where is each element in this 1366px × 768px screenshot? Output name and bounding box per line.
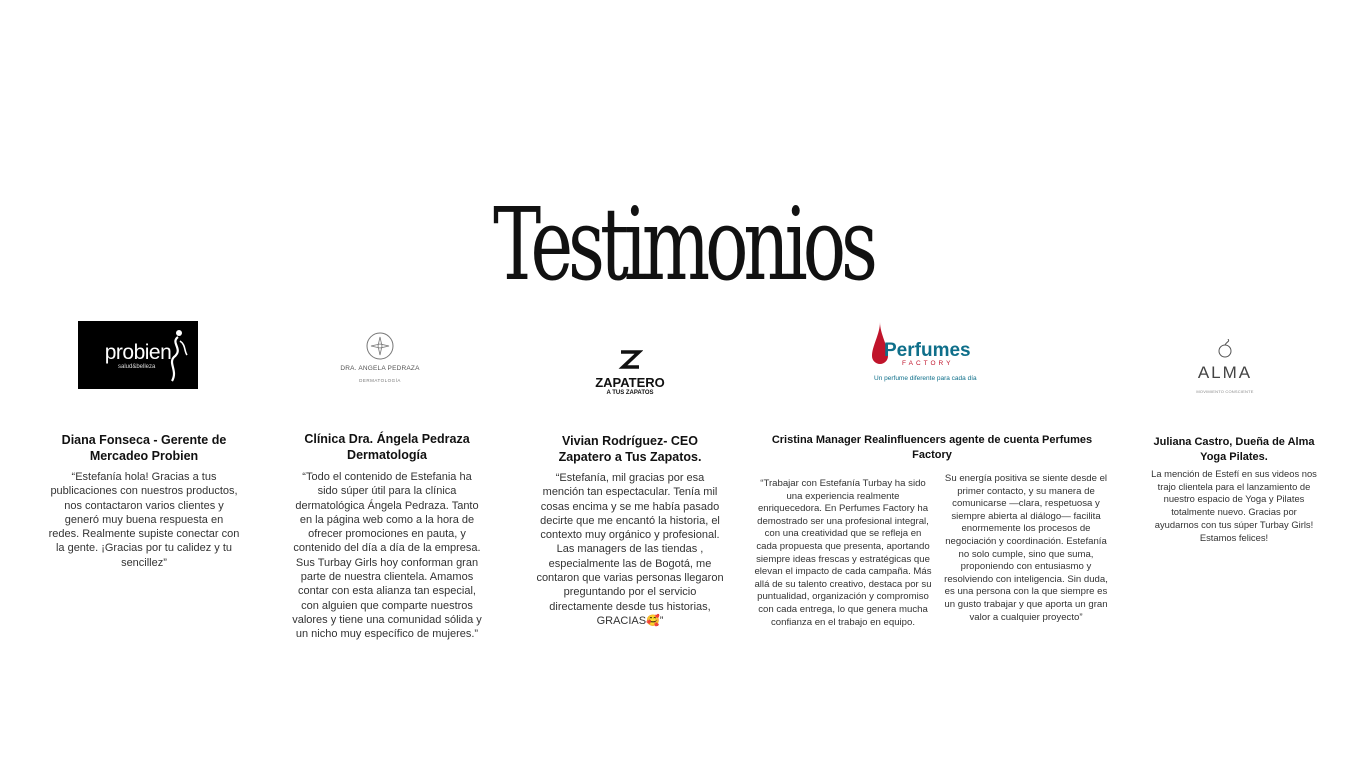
testimonial-author: Juliana Castro, Dueña de Alma Yoga Pilates. [1153,436,1315,463]
perfumes-logo-word: Perfumes [884,340,971,361]
dancer-figure-icon [166,327,188,383]
testimonial-quote-right: Su energía positiva se siente desde el primer contacto, y su manera de comunicarse —clara, respetuosa y siempre abierta al diálogo— facilita enormemente los procesos de negociación y coordinación. Estefanía no solo cumple, sino que suma, proponiendo con entusiasmo y resolviendo con inteligencia. Sin duda, es una persona con la que siempre es un gusto trabajar y que aporta un gran valor a cualquier proyecto” [944,473,1108,623]
testimonial-author: Vivian Rodríguez- CEO Zapatero a Tus Zapatos. [558,434,702,464]
zapatero-z-icon [617,347,643,373]
testimonial-quote: “Estefanía hola! Gracias a tus publicaciones con nuestros productos, nos contactaron varios clientes y generó muy buena respuesta en redes. Realmente supiste conectar con la gente. ¡Gracias por tu calidez y tu sencillez” [48,471,240,569]
perfumes-factory-logo [868,320,998,386]
testimonial-quote: “Estefanía, mil gracias por esa mención tan espectacular. Tenía mil cosas encima y se me había pasado decirte que me encantó la historia, el contexto muy orgánico y profesional. Las managers de las tiendas , especialmente las de Bogotá, me contaron que varias personas llegaron preguntando por el servicio directamente desde tus historias, GRACIAS🥰” [536,472,724,627]
page-title: Testimonios [493,186,873,303]
alma-swirl-icon [1215,339,1235,359]
pedraza-logo [330,325,430,389]
testimonial-quote: La mención de Estefí en sus videos nos trajo clientela para el lanzamiento de nuestro espacio de Yoga y Pilates totalmente nuevo. Gracias por ayudarnos con tus súper Turbay Girls! Estamos felices! [1151,468,1317,543]
perfumes-logo-factory: FACTORY [902,360,954,367]
testimonial-quote-left: “Trabajar con Estefanía Turbay ha sido una experiencia realmente enriquecedora. En Perfumes Factory ha demostrado ser una profesional integral, con una creatividad que se refleja en cada propuesta que presenta, aportando siempre ideas frescas y estratégicas que elevan el impacto de cada campaña. Más allá de su talento creativo, destaca por su puntualidad, organización y compromiso con cada entrega, lo que genera mucha confianza en el trabajo en equipo. [754,478,932,628]
testimonial-author: Clínica Dra. Ángela Pedraza Dermatología [304,432,470,462]
testimonial-author: Cristina Manager Realinfluencers agente de cuenta Perfumes Factory [771,434,1093,461]
pedraza-logo-specialty: DERMATOLOGÍA [359,378,401,383]
probien-logo-word: probien [104,340,172,364]
probien-logo [78,321,198,389]
probien-logo-tagline: salud&belleza [118,364,156,370]
perfumes-logo-tagline: Un perfume diferente para cada día [874,375,977,382]
zapatero-logo-tagline: A TUS ZAPATOS [606,389,654,396]
compass-emblem-icon [365,331,395,361]
zapatero-logo [580,343,680,399]
testimonial-author: Diana Fonseca - Gerente de Mercadeo Probien [61,433,227,463]
alma-logo-tagline: MOVIMIENTO CONSCIENTE [1196,388,1254,394]
alma-logo [1185,334,1265,398]
pedraza-logo-name: DRA. ANGELA PEDRAZA [340,365,420,372]
alma-logo-word: ALMA [1197,362,1253,382]
zapatero-logo-word: ZAPATERO [595,374,665,390]
testimonial-quote: “Todo el contenido de Estefania ha sido súper útil para la clínica dermatológica Ángela Pedraza. Tanto en la página web como a la hora de ofrecer promociones en pauta, y contenido del día a día de la empresa. Sus Turbay Girls hoy conforman gran parte de nuestra clientela. Amamos contar con esta alianza tan especial, con alguien que comparte nuestros valores y tiene una comunidad sólida y un nicho muy específico de mujeres.” [292,471,482,641]
